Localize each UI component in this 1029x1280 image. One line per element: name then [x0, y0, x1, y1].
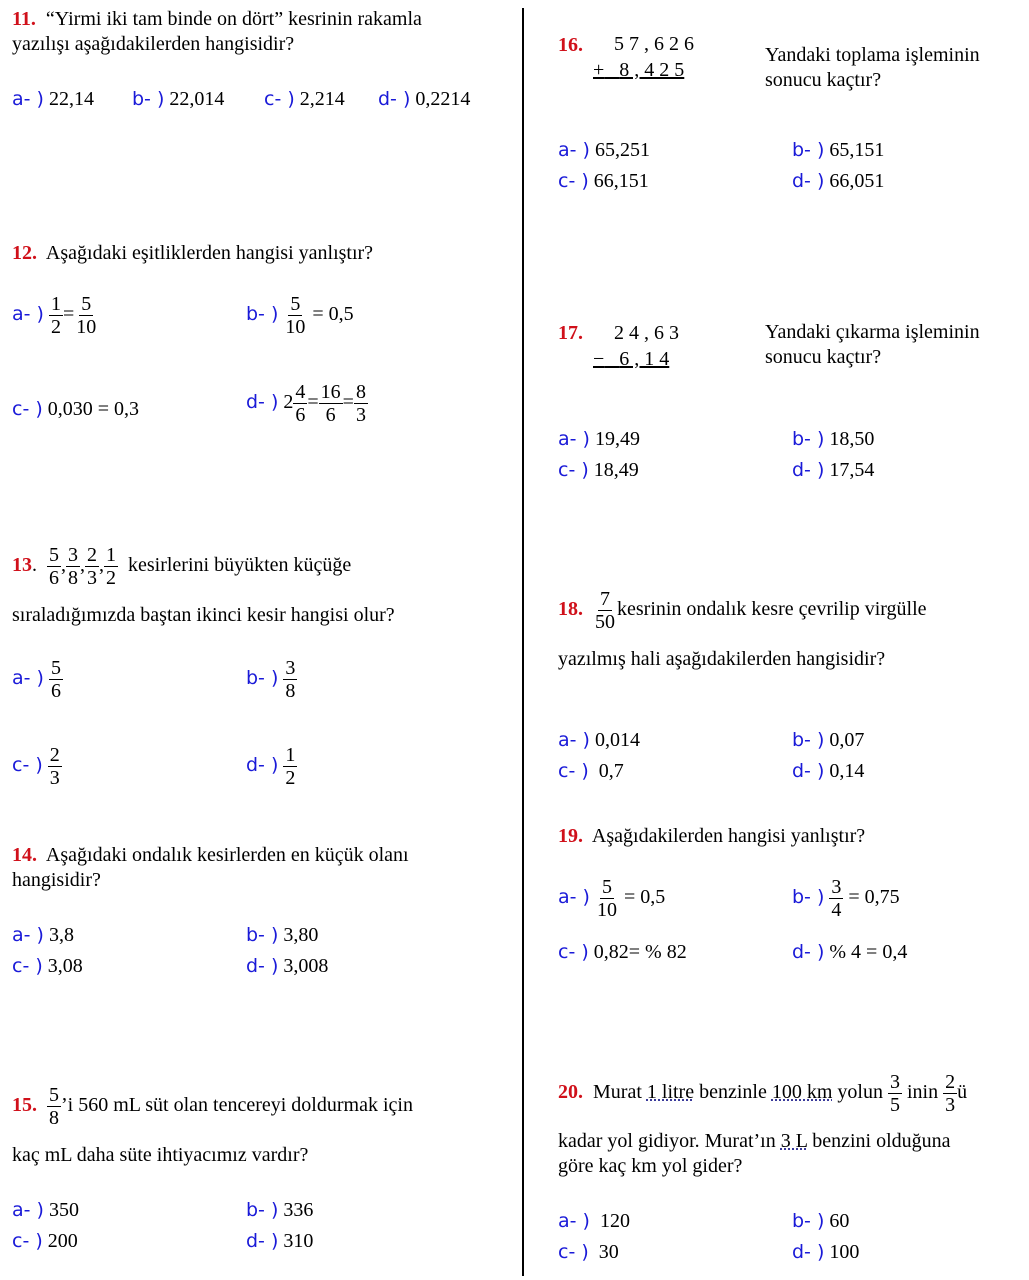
option-label: d- )	[792, 941, 825, 963]
option-c[interactable]	[12, 1230, 78, 1253]
question-18-line1	[558, 588, 927, 633]
option-value: 19,49	[594, 428, 640, 450]
fraction: $\frac{2}{3}$	[87, 544, 97, 589]
option-c[interactable]	[12, 398, 139, 421]
option-value: 120	[599, 1210, 630, 1232]
option-label: b- )	[246, 924, 279, 946]
question-text: sonucu kaçtır?	[765, 346, 882, 368]
question-11-line1	[12, 8, 422, 31]
question-number: 15.	[12, 1094, 37, 1117]
option-value: 3,008	[283, 955, 329, 977]
option-value: 17,54	[829, 459, 875, 481]
option-label: c- )	[558, 459, 589, 481]
question-text: Aşağıdakilerden hangisi yanlıştır?	[591, 825, 866, 847]
question-18-line2: yazılmış hali aşağıdakilerden hangisidir?	[558, 648, 886, 670]
option-label: a- )	[558, 729, 590, 751]
question-number: 14.	[12, 844, 37, 866]
option-value: 200	[47, 1230, 78, 1252]
option-b[interactable]: b- ) $\frac{5}{10}$ = 0,5	[246, 293, 354, 338]
option-b[interactable]: b- ) $\frac{3}{4}$ = 0,75	[792, 876, 900, 921]
option-d[interactable]	[378, 88, 470, 111]
option-c[interactable]	[558, 941, 687, 964]
option-label: b- )	[246, 667, 279, 690]
option-value: 100	[829, 1241, 860, 1263]
option-label: a- )	[558, 139, 590, 161]
option-value: 65,151	[829, 139, 885, 161]
option-value: 310	[283, 1230, 314, 1252]
option-a[interactable]	[12, 1199, 79, 1222]
fraction: $\frac{1}{2}$	[285, 744, 296, 789]
question-text: ’i 560 mL süt olan tencereyi doldurmak için	[61, 1094, 413, 1117]
option-a[interactable]	[558, 729, 640, 752]
option-label: c- )	[558, 1241, 589, 1263]
option-value: 18,49	[593, 459, 639, 481]
option-label: d- )	[378, 88, 411, 110]
option-label: c- )	[12, 398, 43, 420]
fraction: $\frac{1}{2}$	[50, 293, 61, 338]
option-value: 18,50	[829, 428, 875, 450]
fraction: $\frac{5}{10}$	[285, 293, 306, 338]
option-value: 3,08	[47, 955, 83, 977]
question-text: Yandaki toplama işleminin	[765, 44, 980, 66]
option-label: c- )	[12, 1230, 43, 1252]
option-value: 0,14	[829, 760, 865, 782]
option-value: 22,14	[48, 88, 94, 110]
option-d[interactable]	[792, 170, 884, 193]
fraction: $\frac{1}{2}$	[106, 544, 116, 589]
option-label: b- )	[246, 303, 279, 326]
option-b[interactable]	[792, 729, 864, 752]
fraction: $\frac{4}{6}$	[295, 381, 306, 426]
question-text: kesrinin ondalık kesre çevrilip virgülle	[617, 598, 927, 621]
option-b[interactable]	[792, 1210, 849, 1233]
option-a[interactable]: a- ) $\frac{1}{2}$ = $\frac{5}{10}$	[12, 293, 97, 338]
option-value: 0,014	[594, 729, 640, 751]
question-20-line2: kadar yol gidiyor. Murat’ın 3 L benzini olduğuna	[558, 1130, 951, 1152]
question-15-line2: kaç mL daha süte ihtiyacımız vardır?	[12, 1144, 309, 1166]
option-d[interactable]	[792, 1241, 859, 1264]
option-a[interactable]	[12, 924, 74, 947]
option-label: a- )	[12, 1199, 44, 1221]
question-number: 18.	[558, 598, 583, 621]
option-c[interactable]	[558, 170, 649, 193]
fraction: $\frac{5}{10}$	[76, 293, 97, 338]
fraction: $\frac{5}{8}$	[49, 1084, 59, 1129]
question-text: sonucu kaçtır?	[765, 69, 882, 91]
option-c[interactable]	[558, 1241, 619, 1264]
option-value: 0,82= % 82	[593, 941, 687, 963]
option-label: d- )	[792, 760, 825, 782]
option-value: 336	[283, 1199, 314, 1221]
option-b[interactable]	[246, 657, 297, 702]
fraction: $\frac{5}{6}$	[50, 657, 61, 702]
subtraction-bottom-number: − 6 , 1 4	[593, 348, 670, 370]
fraction: $\frac{5}{6}$	[49, 544, 59, 589]
question-11-line2: yazılışı aşağıdakilerden hangisidir?	[12, 33, 295, 55]
fraction: $\frac{3}{8}$	[285, 657, 296, 702]
option-label: b- )	[792, 886, 825, 909]
column-divider	[522, 8, 524, 1276]
option-value: 0,07	[829, 729, 865, 751]
option-label: b- )	[792, 729, 825, 751]
question-19	[558, 825, 865, 848]
option-label: c- )	[558, 941, 589, 963]
option-value: 22,014	[169, 88, 225, 110]
option-label: a- )	[558, 428, 590, 450]
fraction: $\frac{7}{50}$	[595, 588, 615, 633]
question-number: 12.	[12, 242, 37, 264]
option-label: b- )	[132, 88, 165, 110]
question-text: Aşağıdaki ondalık kesirlerden en küçük olanı	[45, 844, 409, 866]
option-label: a- )	[558, 886, 590, 909]
question-13-line2: sıraladığımızda baştan ikinci kesir hangisi olur?	[12, 604, 395, 626]
fraction: $\frac{3}{8}$	[68, 544, 78, 589]
option-label: a- )	[12, 924, 44, 946]
fraction: $\frac{3}{5}$	[889, 1071, 900, 1116]
option-b[interactable]	[246, 924, 318, 947]
question-14-line2: hangisidir?	[12, 869, 101, 891]
option-value: 0,2214	[415, 88, 471, 110]
question-text: “Yirmi iki tam binde on dört” kesrinin rakamla	[45, 8, 422, 30]
option-label: b- )	[792, 1210, 825, 1232]
option-value: 30	[598, 1241, 619, 1263]
option-d[interactable]	[792, 760, 864, 783]
option-label: d- )	[246, 1230, 279, 1252]
option-value: 0,030 = 0,3	[47, 398, 140, 420]
fraction: $\frac{5}{10}$	[596, 876, 617, 921]
option-label: c- )	[558, 760, 589, 782]
option-value: 2,214	[299, 88, 345, 110]
option-value: 66,051	[829, 170, 885, 192]
question-number: 11.	[12, 8, 36, 30]
option-d[interactable]	[246, 955, 328, 978]
option-value: 350	[48, 1199, 79, 1221]
question-text: kesirlerini büyükten küçüğe	[128, 554, 352, 577]
fraction: $\frac{8}{3}$	[355, 381, 366, 426]
option-label: b- )	[246, 1199, 279, 1221]
subtraction-top-number: 2 4 , 6 3	[614, 322, 679, 344]
option-c[interactable]	[558, 760, 624, 783]
option-d[interactable]	[792, 459, 874, 482]
option-label: a- )	[558, 1210, 590, 1232]
option-c[interactable]	[264, 88, 345, 111]
option-b[interactable]	[132, 88, 224, 111]
option-label: d- )	[246, 754, 279, 777]
option-label: d- )	[792, 1241, 825, 1263]
question-number: 20.	[558, 1081, 583, 1104]
option-a[interactable]	[12, 88, 94, 111]
question-15-line1	[12, 1084, 413, 1129]
question-number: 16.	[558, 34, 583, 56]
option-value: 66,151	[593, 170, 649, 192]
option-label: d- )	[792, 459, 825, 481]
addition-bottom-number: + 8 , 4 2 5	[593, 59, 685, 81]
option-a[interactable]	[558, 1210, 630, 1233]
question-14-line1	[12, 844, 409, 867]
option-a[interactable]	[558, 139, 650, 162]
option-c[interactable]	[12, 744, 62, 789]
option-label: c- )	[264, 88, 295, 110]
question-text: Yandaki çıkarma işleminin	[765, 321, 980, 343]
option-label: c- )	[558, 170, 589, 192]
option-d[interactable]: d- ) 2 $\frac{4}{6}$ = $\frac{16}{6}$ = $\frac{8}{3}$	[246, 381, 366, 426]
option-label: a- )	[12, 667, 44, 690]
option-value: % 4 = 0,4	[829, 941, 908, 963]
option-label: b- )	[792, 139, 825, 161]
option-label: c- )	[12, 955, 43, 977]
question-12	[12, 242, 373, 265]
option-c[interactable]	[12, 955, 83, 978]
fraction: $\frac{3}{4}$	[831, 876, 842, 921]
option-label: a- )	[12, 88, 44, 110]
question-13-line1: 13. $\frac{5}{6}$ , $\frac{3}{8}$ , $\frac{2}{3}$ , $\frac{1}{2}$ kesirlerini büyükten küçüğe	[12, 544, 352, 589]
option-value: 0,7	[598, 760, 624, 782]
option-label: d- )	[246, 955, 279, 977]
option-value: 65,251	[594, 139, 650, 161]
option-label: b- )	[792, 428, 825, 450]
question-20-line1: 20. Murat 1 litre benzinle 100 km yolun $\frac{3}{5}$ inin $\frac{2}{3}$ ü	[558, 1071, 968, 1116]
fraction: $\frac{2}{3}$	[49, 744, 60, 789]
option-d[interactable]	[246, 1230, 313, 1253]
option-b[interactable]	[792, 139, 884, 162]
question-number: 13	[12, 554, 32, 577]
option-label: d- )	[246, 391, 279, 414]
option-label: c- )	[12, 754, 43, 777]
option-d[interactable]	[792, 941, 907, 964]
option-value: 60	[829, 1210, 850, 1232]
option-value: 3,8	[48, 924, 74, 946]
question-20-line3: göre kaç km yol gider?	[558, 1155, 743, 1177]
fraction: $\frac{16}{6}$	[320, 381, 341, 426]
option-b[interactable]	[246, 1199, 313, 1222]
option-a[interactable]	[558, 428, 640, 451]
option-d[interactable]	[246, 744, 297, 789]
addition-top-number: 5 7 , 6 2 6	[614, 33, 694, 55]
option-label: a- )	[12, 303, 44, 326]
option-label: d- )	[792, 170, 825, 192]
option-a[interactable]: a- ) $\frac{5}{10}$ = 0,5	[558, 876, 666, 921]
fraction: $\frac{2}{3}$	[945, 1071, 956, 1116]
option-value: 3,80	[283, 924, 319, 946]
option-b[interactable]	[792, 428, 874, 451]
question-number: 17.	[558, 322, 583, 344]
question-text: Aşağıdaki eşitliklerden hangisi yanlıştır?	[45, 242, 374, 264]
option-a[interactable]	[12, 657, 63, 702]
question-number: 19.	[558, 825, 583, 847]
option-c[interactable]	[558, 459, 639, 482]
